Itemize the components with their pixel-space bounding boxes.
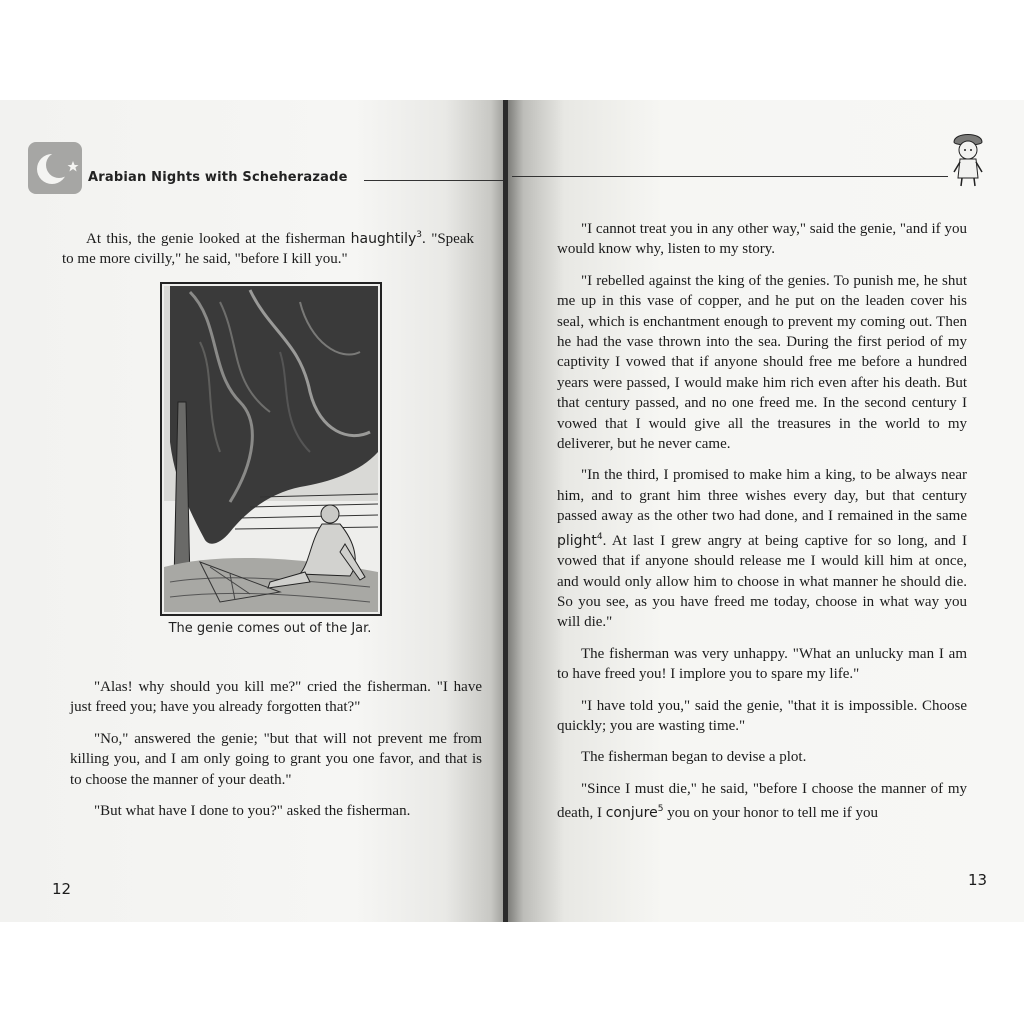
page-number-left: 12 [52,880,72,898]
left-paragraph-1: At this, the genie looked at the fisherman haughtily$^3$. "Speak to me more civilly," he said, "before I kill you." [62,230,474,268]
boy-with-turban-icon [948,128,988,195]
left-paragraph-4: "But what have I done to you?" asked the fisherman. [94,803,411,820]
crescent-moon-star-icon [28,142,82,194]
right-paragraph-5: "I have told you," said the genie, "that it is impossible. Choose quickly; you are wasting time." [557,697,967,734]
left-paragraphs [70,677,482,832]
running-header [28,142,498,194]
genie-illustration [160,282,382,616]
footnote-marker: 3 [416,230,423,240]
footnote-marker: 5 [657,804,664,815]
left-paragraph-2: "Alas! why should you kill me?" cried the fisherman. "I have just freed you; have you already forgotten that?" [70,679,482,716]
right-page [508,100,1024,922]
right-paragraph-7: "Since I must die," he said, "before I choose the manner of my death, I conjure$^5$ you on your honor to tell me if you [557,780,967,822]
header-rule-right [512,176,948,177]
right-paragraph-2: "I rebelled against the king of the genies. To punish me, he shut me up in this vase of copper, and he put on the leaden cover his seal, which is enchantment enough to prevent my coming out. Then he had the vase thrown into the sea. During the first period of my captivity I vowed that if anyone should free me before a hundred years were passed, I would make him rich even after his death. But that century passed, and no one freed me. In the second century I vowed that I would give all the treasures in the world to my deliverer, but he never came. [557,272,967,453]
running-title: Arabian Nights with Scheherazade [88,170,348,185]
running-header-right [508,140,1024,196]
figure-caption: The genie comes out of the Jar. [168,621,372,636]
right-paragraph-4: The fisherman was very unhappy. "What an unlucky man I am to have freed you! I implore you to spare my life." [557,645,967,683]
right-paragraphs [557,219,967,835]
glossary-word: haughtily [350,231,417,247]
page-number-right: 13 [968,871,988,889]
header-rule [364,180,506,181]
footnote-marker: 4 [596,531,603,542]
glossary-word: plight [557,532,597,549]
open-book [0,100,1024,922]
right-paragraph-6: The fisherman began to devise a plot. [581,749,807,766]
left-paragraph-3: "No," answered the genie; "but that will not prevent me from killing you, and I am only going to grant you one favor, and that is to choose the manner of your death." [70,730,482,788]
right-paragraph-1: "I cannot treat you in any other way," said the genie, "and if you would know why, listen to my story. [557,221,967,258]
right-paragraph-3: "In the third, I promised to make him a king, to be always near him, and to grant him three wishes every day, but that century passed away as the other two had done, and I remained in the same plight$^4$. At last I grew angry at being captive for so long, and I vowed that if anyone should release me I would kill him at once, and would only allow him to choose in what manner he should die. So you see, as you have freed me today, choose in what way you will die." [557,467,967,631]
glossary-word: conjure [605,805,658,822]
left-page [0,100,506,922]
